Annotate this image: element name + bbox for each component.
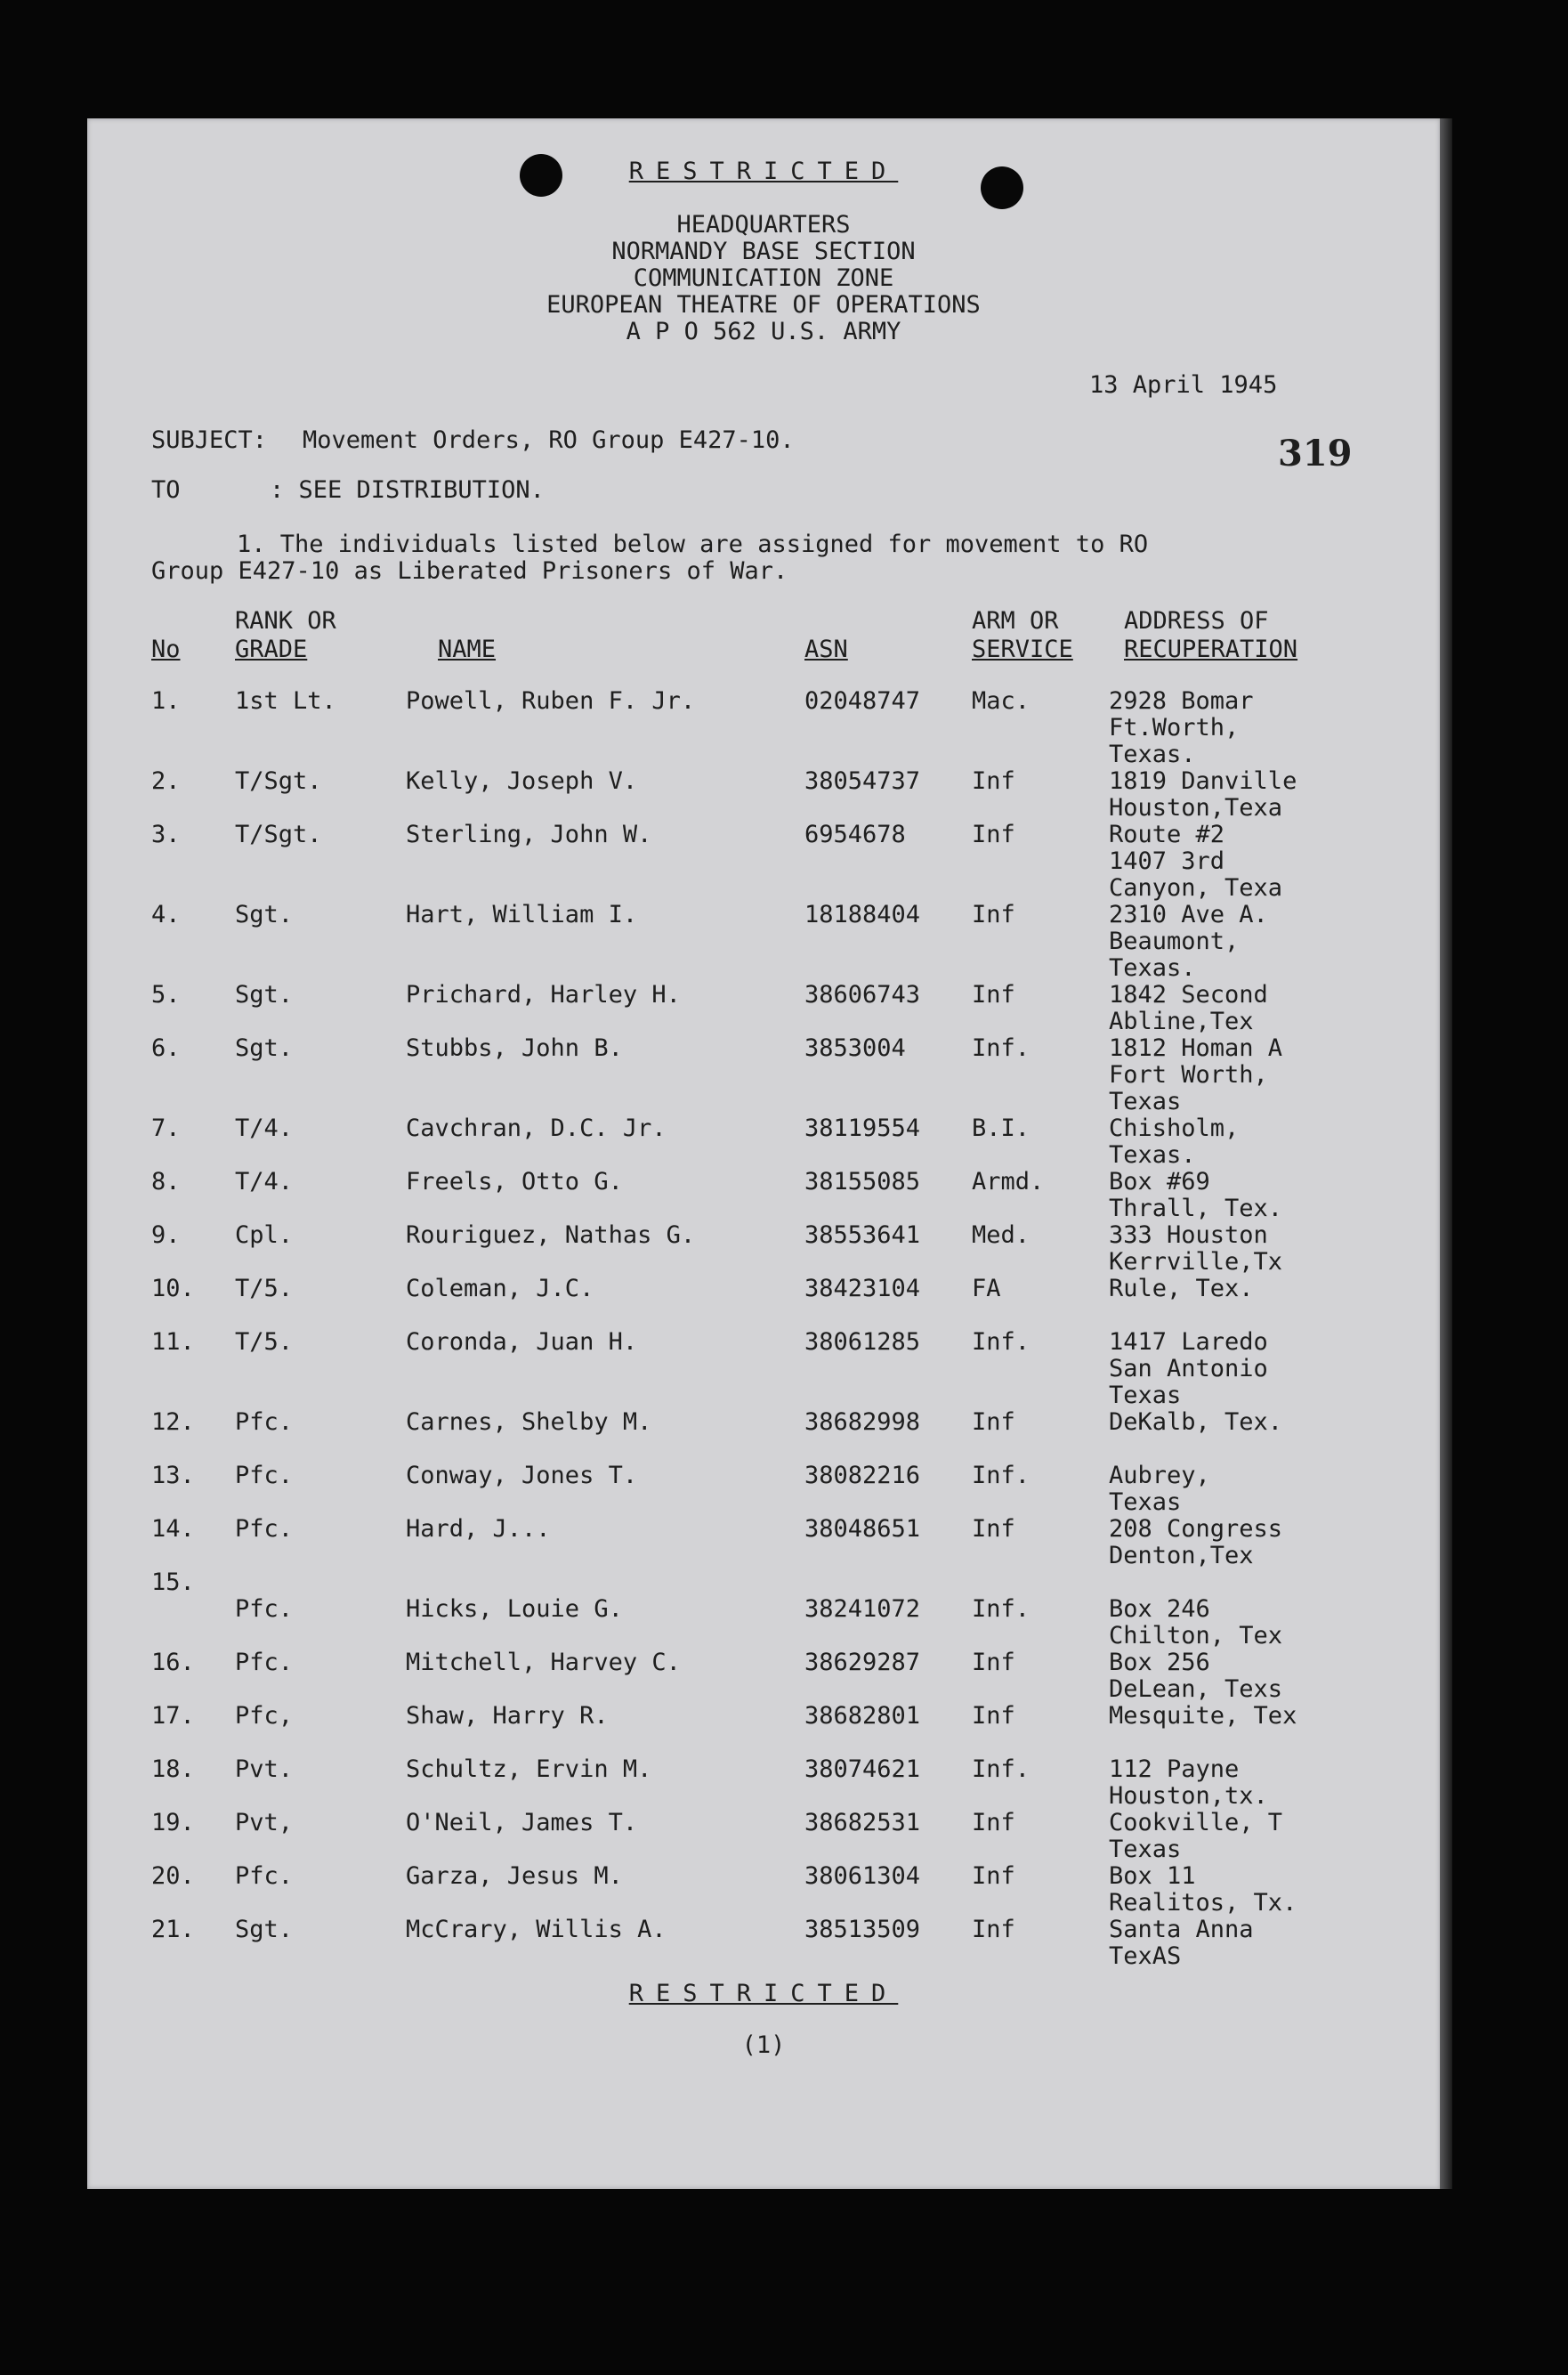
row-rank: T/Sgt. — [235, 767, 322, 795]
row-asn: 38155085 — [804, 1168, 921, 1196]
row-rank: T/5. — [235, 1275, 294, 1302]
row-arm: Inf — [972, 1515, 1015, 1543]
subject-label: SUBJECT: — [151, 426, 268, 454]
row-address-line: Canyon, Texa — [1109, 874, 1283, 902]
row-arm: Inf — [972, 1702, 1015, 1730]
row-address-line: Ft.Worth, — [1109, 714, 1240, 742]
row-rank: T/4. — [235, 1115, 294, 1142]
row-arm: FA — [972, 1275, 1001, 1302]
row-number: 21. — [151, 1916, 195, 1943]
row-number: 9. — [151, 1221, 181, 1249]
row-address-line: Kerrville,Tx — [1109, 1248, 1283, 1276]
row-rank: Sgt. — [235, 901, 294, 928]
header-line-4: EUROPEAN THEATRE OF OPERATIONS — [546, 291, 981, 319]
stamp-number: 319 — [1278, 433, 1353, 474]
row-name: Powell, Ruben F. Jr. — [406, 687, 696, 715]
row-address-line: Texas. — [1109, 741, 1196, 768]
row-rank: Pfc. — [235, 1595, 294, 1623]
row-arm: Inf — [972, 1862, 1015, 1890]
row-asn: 38682998 — [804, 1408, 921, 1436]
row-address-line: Santa Anna — [1109, 1916, 1254, 1943]
row-arm: Inf. — [972, 1034, 1031, 1062]
row-rank: 1st Lt. — [235, 687, 336, 715]
row-address-line: Cookville, T — [1109, 1809, 1283, 1836]
header-line-2: NORMANDY BASE SECTION — [611, 238, 916, 265]
row-address-line: Chilton, Tex — [1109, 1622, 1283, 1650]
row-name: Conway, Jones T. — [406, 1462, 638, 1489]
row-address-line: 112 Payne — [1109, 1755, 1240, 1783]
row-address-line: San Antonio — [1109, 1355, 1268, 1382]
row-address-line: Thrall, Tex. — [1109, 1195, 1283, 1222]
row-address-line: 208 Congress — [1109, 1515, 1283, 1543]
row-number: 20. — [151, 1862, 195, 1890]
row-address-line: Denton,Tex — [1109, 1542, 1254, 1569]
row-asn: 38423104 — [804, 1275, 921, 1302]
row-asn: 38682801 — [804, 1702, 921, 1730]
row-address-line: Aubrey, — [1109, 1462, 1210, 1489]
col-addr-top: ADDRESS OF — [1124, 607, 1269, 635]
row-number: 3. — [151, 821, 181, 848]
row-name: Coronda, Juan H. — [406, 1328, 638, 1356]
row-rank: T/5. — [235, 1328, 294, 1356]
row-address-line: Texas — [1109, 1382, 1182, 1409]
row-asn: 38119554 — [804, 1115, 921, 1142]
row-asn: 38553641 — [804, 1221, 921, 1249]
row-rank: Pvt. — [235, 1755, 294, 1783]
document-page — [87, 118, 1440, 2189]
row-address-line: Beaumont, — [1109, 928, 1240, 955]
row-asn: 38074621 — [804, 1755, 921, 1783]
row-rank: Sgt. — [235, 1034, 294, 1062]
row-address-line: Texas. — [1109, 1141, 1196, 1169]
row-name: Cavchran, D.C. Jr. — [406, 1115, 667, 1142]
row-name: Stubbs, John B. — [406, 1034, 623, 1062]
row-arm: B.I. — [972, 1115, 1031, 1142]
row-name: Freels, Otto G. — [406, 1168, 623, 1196]
classification-bottom: RESTRICTED — [628, 1980, 899, 2007]
row-number: 4. — [151, 901, 181, 928]
row-address-line: 1812 Homan A — [1109, 1034, 1283, 1062]
col-rank-top: RANK OR — [235, 607, 336, 635]
row-address-line: 1417 Laredo — [1109, 1328, 1268, 1356]
row-arm: Inf — [972, 901, 1015, 928]
row-address-line: Box 246 — [1109, 1595, 1210, 1623]
row-arm: Inf — [972, 1408, 1015, 1436]
row-address-line: Texas — [1109, 1836, 1182, 1863]
row-arm: Inf. — [972, 1595, 1031, 1623]
row-number: 17. — [151, 1702, 195, 1730]
row-asn: 38682531 — [804, 1809, 921, 1836]
row-address-line: Mesquite, Tex — [1109, 1702, 1297, 1730]
row-rank: T/Sgt. — [235, 821, 322, 848]
row-number: 13. — [151, 1462, 195, 1489]
row-address-line: Realitos, Tx. — [1109, 1889, 1297, 1917]
row-arm: Inf — [972, 821, 1015, 848]
row-rank: Pfc. — [235, 1408, 294, 1436]
row-rank: Pfc. — [235, 1515, 294, 1543]
row-address-line: 2928 Bomar — [1109, 687, 1254, 715]
to-label: TO — [151, 476, 181, 504]
row-arm: Mac. — [972, 687, 1031, 715]
row-arm: Inf — [972, 1649, 1015, 1676]
row-number: 2. — [151, 767, 181, 795]
row-asn: 02048747 — [804, 687, 921, 715]
row-number: 8. — [151, 1168, 181, 1196]
row-asn: 18188404 — [804, 901, 921, 928]
row-address-line: Box #69 — [1109, 1168, 1210, 1196]
row-name: McCrary, Willis A. — [406, 1916, 667, 1943]
col-addr-bottom: RECUPERATION — [1124, 636, 1298, 663]
row-asn: 38241072 — [804, 1595, 921, 1623]
row-number: 16. — [151, 1649, 195, 1676]
row-name: Coleman, J.C. — [406, 1275, 594, 1302]
document-date: 13 April 1945 — [1089, 371, 1278, 399]
row-rank: Pfc. — [235, 1862, 294, 1890]
paragraph-line-2: Group E427-10 as Liberated Prisoners of War. — [151, 557, 788, 585]
row-address-line: 1842 Second — [1109, 981, 1268, 1009]
row-address-line: 1407 3rd — [1109, 847, 1225, 875]
row-rank: T/4. — [235, 1168, 294, 1196]
subject-text: Movement Orders, RO Group E427-10. — [303, 426, 795, 454]
row-address-line: Houston,tx. — [1109, 1782, 1268, 1810]
row-name: Hicks, Louie G. — [406, 1595, 623, 1623]
row-address-line: Fort Worth, — [1109, 1061, 1268, 1089]
header-line-5: A P O 562 U.S. ARMY — [626, 318, 901, 345]
row-name: Hard, J... — [406, 1515, 551, 1543]
row-name: Kelly, Joseph V. — [406, 767, 638, 795]
row-arm: Inf. — [972, 1755, 1031, 1783]
row-rank: Sgt. — [235, 981, 294, 1009]
row-rank: Sgt. — [235, 1916, 294, 1943]
page-shadow-edge — [1440, 118, 1452, 2189]
row-address-line: Texas — [1109, 1088, 1182, 1115]
row-address-line: Route #2 — [1109, 821, 1225, 848]
row-arm: Med. — [972, 1221, 1031, 1249]
row-number: 18. — [151, 1755, 195, 1783]
row-rank: Pfc. — [235, 1649, 294, 1676]
row-number: 19. — [151, 1809, 195, 1836]
row-arm: Inf — [972, 767, 1015, 795]
row-address-line: Rule, Tex. — [1109, 1275, 1254, 1302]
row-number: 1. — [151, 687, 181, 715]
row-rank: Cpl. — [235, 1221, 294, 1249]
row-name: Sterling, John W. — [406, 821, 652, 848]
row-address-line: Texas — [1109, 1488, 1182, 1516]
row-address-line: Chisholm, — [1109, 1115, 1240, 1142]
row-asn: 38061304 — [804, 1862, 921, 1890]
row-asn: 3853004 — [804, 1034, 906, 1062]
row-address-line: Box 256 — [1109, 1649, 1210, 1676]
row-number: 14. — [151, 1515, 195, 1543]
paragraph-line-1: 1. The individuals listed below are assigned for movement to RO — [237, 531, 1149, 558]
row-asn: 38513509 — [804, 1916, 921, 1943]
row-address-line: Texas. — [1109, 954, 1196, 982]
col-name: NAME — [438, 636, 497, 663]
header-line-3: COMMUNICATION ZONE — [633, 264, 894, 292]
to-text: : SEE DISTRIBUTION. — [270, 476, 545, 504]
row-number: 5. — [151, 981, 181, 1009]
row-rank: Pfc, — [235, 1702, 294, 1730]
row-name: Garza, Jesus M. — [406, 1862, 623, 1890]
row-number: 15. — [151, 1568, 195, 1596]
row-number: 7. — [151, 1115, 181, 1142]
row-name: Shaw, Harry R. — [406, 1702, 609, 1730]
row-asn: 6954678 — [804, 821, 906, 848]
row-asn: 38048651 — [804, 1515, 921, 1543]
row-address-line: 333 Houston — [1109, 1221, 1268, 1249]
row-asn: 38629287 — [804, 1649, 921, 1676]
row-asn: 38054737 — [804, 767, 921, 795]
row-address-line: 2310 Ave A. — [1109, 901, 1268, 928]
col-no: No — [151, 636, 181, 663]
row-name: Hart, William I. — [406, 901, 638, 928]
col-arm-top: ARM OR — [972, 607, 1059, 635]
row-number: 12. — [151, 1408, 195, 1436]
row-number: 6. — [151, 1034, 181, 1062]
row-address-line: DeLean, Texs — [1109, 1675, 1283, 1703]
row-address-line: Box 11 — [1109, 1862, 1196, 1890]
row-address-line: Abline,Tex — [1109, 1008, 1254, 1035]
row-address-line: TexAS — [1109, 1942, 1182, 1970]
row-arm: Inf. — [972, 1462, 1031, 1489]
col-arm-bottom: SERVICE — [972, 636, 1073, 663]
header-line-1: HEADQUARTERS — [676, 211, 851, 239]
row-name: Mitchell, Harvey C. — [406, 1649, 681, 1676]
row-name: O'Neil, James T. — [406, 1809, 638, 1836]
row-arm: Inf. — [972, 1328, 1031, 1356]
classification-top: RESTRICTED — [628, 158, 899, 185]
row-rank: Pfc. — [235, 1462, 294, 1489]
row-name: Carnes, Shelby M. — [406, 1408, 652, 1436]
row-address-line: 1819 Danville — [1109, 767, 1297, 795]
row-name: Prichard, Harley H. — [406, 981, 681, 1009]
row-arm: Inf — [972, 1916, 1015, 1943]
row-number: 10. — [151, 1275, 195, 1302]
row-asn: 38606743 — [804, 981, 921, 1009]
row-name: Schultz, Ervin M. — [406, 1755, 652, 1783]
row-arm: Armd. — [972, 1168, 1045, 1196]
col-rank-bottom: GRADE — [235, 636, 308, 663]
row-asn: 38061285 — [804, 1328, 921, 1356]
row-address-line: DeKalb, Tex. — [1109, 1408, 1283, 1436]
row-rank: Pvt, — [235, 1809, 294, 1836]
page-number: (1) — [741, 2031, 786, 2059]
row-number: 11. — [151, 1328, 195, 1356]
row-arm: Inf — [972, 1809, 1015, 1836]
row-asn: 38082216 — [804, 1462, 921, 1489]
row-arm: Inf — [972, 981, 1015, 1009]
row-address-line: Houston,Texa — [1109, 794, 1283, 822]
row-name: Rouriguez, Nathas G. — [406, 1221, 696, 1249]
col-asn: ASN — [804, 636, 848, 663]
